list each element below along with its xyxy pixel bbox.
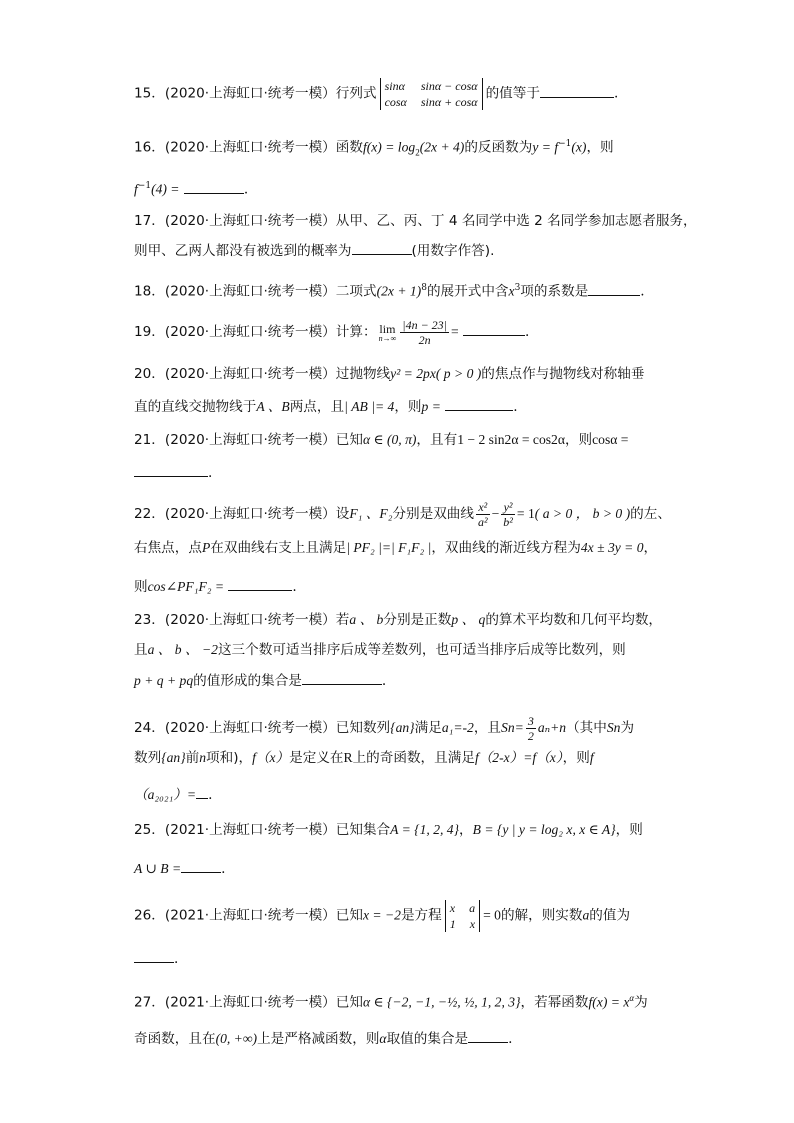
- q22-d2: b²: [503, 515, 513, 529]
- q20-l2a: 直的直线交抛物线于: [134, 399, 257, 415]
- q15-prefix: 15．(2020·上海虹口·统考一模）行列式: [134, 85, 377, 102]
- q25-set-b: B = {y | y = log₂ x, x ∈ A}: [472, 822, 616, 837]
- q23-l2a: 且: [134, 642, 148, 658]
- q24-l3: （a₂₀₂₁）=: [134, 787, 197, 802]
- q15-determinant: [380, 78, 483, 110]
- q22-d1: a²: [478, 515, 488, 529]
- q16-prefix: 16．(2020·上海虹口·统考一模）函数: [134, 139, 363, 156]
- q20-p: p =: [421, 399, 441, 414]
- q22-minus: −: [491, 506, 500, 521]
- answer-blank: [196, 786, 208, 799]
- answer-blank: [181, 860, 221, 873]
- q26-l1c: 的解，则实数: [500, 907, 583, 924]
- q27-l1b: ，若幂函数: [520, 994, 589, 1011]
- q22-n1: x²: [476, 500, 490, 515]
- q17-text: 则甲、乙两人都没有被选到的概率为: [134, 243, 352, 259]
- q27-interval: (0, +∞): [215, 1031, 258, 1046]
- answer-blank: [184, 181, 244, 194]
- q26-prefix: 26．(2021·上海虹口·统考一模）已知: [134, 907, 363, 924]
- q18-mid: 的展开式中含: [426, 283, 509, 300]
- question-26: [134, 900, 664, 932]
- q20-cond: ( p > 0 ): [435, 366, 482, 381]
- q24-an2: aₙ+n: [537, 720, 567, 735]
- question-19: [134, 318, 664, 347]
- q27-fexp: α: [629, 993, 635, 1003]
- question-27: [134, 990, 664, 1011]
- q26-d21: 1: [449, 917, 456, 931]
- q22-frac2: [501, 500, 515, 529]
- q18-term: x: [508, 283, 515, 299]
- question-21: [134, 432, 664, 448]
- q24-n: n: [199, 750, 207, 765]
- q27-l1c: 为: [634, 994, 648, 1011]
- question-15: [134, 78, 664, 110]
- q23-pq: p 、 q: [451, 612, 486, 627]
- q23-ab: a 、 b: [349, 612, 384, 627]
- q27-alpha: α: [379, 1031, 387, 1046]
- q24-l2e: 上的奇函数，且满足: [352, 750, 475, 766]
- q24-r: R: [343, 750, 353, 765]
- q24-fd: 2: [527, 729, 534, 743]
- question-23: [134, 612, 664, 628]
- q16-inv-sup: −1: [558, 139, 572, 149]
- answer-blank: [540, 85, 614, 98]
- q26-l1d: 的值为: [589, 907, 631, 924]
- q27-prefix: 27．(2021·上海虹口·统考一模）已知: [134, 994, 363, 1011]
- q16-mid: 的反函数为: [464, 139, 533, 156]
- q24-l2b: 前: [185, 750, 200, 766]
- q21-cos: cosα =: [592, 432, 629, 447]
- q22-frac1: [476, 500, 490, 529]
- q23-end: .: [381, 673, 387, 689]
- q16-f: f: [134, 181, 138, 197]
- q19-fraction: [400, 318, 449, 347]
- question-25: [134, 822, 664, 838]
- q20-l1b: 的焦点作与抛物线对称轴垂: [481, 366, 645, 382]
- q24-l2d: 是定义在: [289, 750, 344, 766]
- q18-term-exp: 3: [514, 283, 521, 293]
- q26-x: x = −2: [362, 907, 401, 923]
- q24-sn2: Sn: [606, 720, 621, 735]
- q27-set: α ∈ {−2, −1, −½, ½, 1, 2, 3}: [362, 994, 521, 1010]
- answer-blank: [352, 242, 412, 255]
- q22-n2: y²: [501, 500, 515, 515]
- answer-blank: [463, 323, 525, 336]
- q27-end: .: [508, 1031, 513, 1047]
- question-20-line2: [134, 398, 664, 415]
- question-21-line2: [134, 464, 664, 481]
- question-25-line2: [134, 860, 664, 877]
- answer-blank: [228, 578, 292, 591]
- q18-expr: (2x + 1): [376, 283, 422, 299]
- q23-l1b: 分别是正数: [383, 612, 452, 628]
- question-17-line2: [134, 242, 664, 259]
- q26-determinant: [445, 900, 480, 932]
- question-22: [134, 500, 671, 529]
- q22-prefix: 22．(2020·上海虹口·统考一模）设: [134, 506, 350, 522]
- q26-d12: a: [469, 901, 476, 915]
- q24-end: .: [208, 787, 213, 803]
- q22-end: .: [292, 579, 297, 595]
- question-23-line3: [134, 672, 664, 689]
- q26-d22: x: [469, 917, 476, 931]
- q16-inverse: y = f: [532, 139, 559, 155]
- q25-prefix: 25．(2021·上海虹口·统考一模）已知集合: [134, 822, 391, 838]
- q24-l1b: 满足: [414, 720, 442, 736]
- q16-arg: (2x + 4): [419, 139, 465, 155]
- q16-inv-arg: (x): [571, 139, 587, 155]
- q26-end: .: [174, 951, 179, 967]
- q15-d21: cosα: [384, 95, 407, 109]
- q19-limit: [379, 323, 397, 343]
- q24-l2a: 数列: [134, 750, 162, 766]
- q16-l2-sup: −1: [137, 181, 152, 191]
- question-23-line2: [134, 642, 664, 658]
- question-20: [134, 366, 664, 382]
- q24-fn: 3: [527, 714, 534, 728]
- q22-foci: F₁ 、F₂: [349, 506, 393, 521]
- q20-prefix: 20．(2020·上海虹口·统考一模）过抛物线: [134, 366, 391, 382]
- q16-func: f(x) = log: [362, 139, 416, 155]
- q15-d12: sinα − cosα: [420, 79, 478, 93]
- answer-blank: [302, 672, 382, 685]
- q24-prefix: 24．(2020·上海虹口·统考一模）已知数列: [134, 720, 391, 736]
- q23-l3a: 的值形成的集合是: [193, 673, 302, 689]
- q20-end: .: [513, 399, 518, 415]
- q22-l2d: ，: [643, 540, 658, 556]
- q24-fx: f（x）: [252, 750, 290, 765]
- q22-cosang: cos∠PF₁F₂ =: [147, 579, 225, 594]
- q16-end: .: [243, 181, 249, 198]
- q26-eq: = 0: [483, 907, 501, 923]
- q20-abs: | AB |= 4: [344, 399, 395, 414]
- q24-sn: Sn=: [501, 720, 524, 735]
- q24-l1c: ，且: [473, 720, 502, 736]
- q20-l2b: 两点，且: [289, 399, 345, 415]
- q18-prefix: 18．(2020·上海虹口·统考一模）二项式: [134, 283, 377, 300]
- q25-l1c: ，则: [615, 822, 643, 838]
- q26-d11: x: [449, 901, 456, 915]
- q27-l2c: 取值的集合是: [386, 1031, 469, 1047]
- question-16: [134, 136, 664, 160]
- question-24-line2: [134, 750, 664, 766]
- q24-feq: f（2-x）=f（x）: [474, 750, 563, 765]
- q22-l1b: 分别是双曲线: [392, 506, 474, 522]
- question-22-line2: [134, 540, 664, 556]
- q22-l2a: 右焦点，点: [134, 540, 202, 556]
- q21-l1c: ，则: [564, 432, 593, 448]
- q17-tail: (用数字作答).: [411, 243, 495, 259]
- q15-d22: sinα + cosα: [420, 95, 478, 109]
- q20-parabola: y² = 2px: [390, 366, 436, 381]
- q24-l2f: ，则: [562, 750, 590, 766]
- q27-fx: f(x) = x: [588, 994, 630, 1010]
- q18-post: 项的系数是: [520, 283, 589, 300]
- q21-alpha: α ∈ (0, π): [362, 432, 417, 447]
- question-17: 17．(2020·上海虹口·统考一模）从甲、乙、丙、丁 4 名同学中选 2 名同学参加志愿者服务，: [134, 213, 697, 229]
- q18-end: .: [640, 283, 645, 300]
- q22-cond: ( a > 0 ， b > 0 ): [534, 506, 631, 521]
- q21-prefix: 21．(2020·上海虹口·统考一模）已知: [134, 432, 363, 448]
- answer-blank: [445, 398, 513, 411]
- q26-a: a: [582, 907, 590, 923]
- q25-end: .: [221, 861, 226, 877]
- q19-lim-sub: n→∞: [378, 333, 397, 343]
- q19-eq: =: [450, 324, 459, 339]
- question-22-line3: [134, 578, 664, 595]
- q25-set-a: A = {1, 2, 4}: [390, 822, 460, 837]
- q19-num: |4n − 23|: [402, 318, 447, 332]
- q15-post: 的值等于: [485, 85, 540, 102]
- q19-den: 2n: [418, 333, 431, 347]
- q22-l2c: ，双曲线的渐近线方程为: [431, 540, 581, 556]
- answer-blank: [468, 1030, 508, 1043]
- question-26-line2: [134, 950, 664, 967]
- q24-l2c: 项和)，: [206, 750, 253, 766]
- question-24: [134, 714, 664, 743]
- q23-nums: a 、 b 、 −2: [147, 642, 218, 657]
- q25-union: A ∪ B =: [134, 861, 182, 876]
- question-24-line3: [134, 786, 664, 803]
- q25-l1b: ，: [459, 822, 473, 838]
- q23-prefix: 23．(2020·上海虹口·统考一模）若: [134, 612, 350, 628]
- q16-eval: (4) =: [151, 181, 180, 197]
- q19-lim: lim: [379, 321, 396, 336]
- q23-l2b: 这三个数可适当排序后成等差数列，也可适当排序后成等比数列，则: [217, 642, 626, 658]
- q24-a1: a₁=-2: [441, 720, 474, 735]
- question-27-line2: [134, 1030, 664, 1047]
- q24-l1e: 为: [620, 720, 635, 736]
- q21-end: .: [208, 465, 213, 481]
- q24-l1d: （其中: [566, 720, 607, 736]
- q24-f: f: [589, 750, 594, 765]
- answer-blank: [134, 950, 174, 963]
- q22-pf: | PF₂ |=| F₁F₂ |: [346, 540, 432, 555]
- q20-ab: A 、B: [256, 399, 290, 414]
- q22-asym: 4x ± 3y = 0: [580, 540, 644, 555]
- q20-l2c: ，则: [394, 399, 422, 415]
- q23-expr: p + q + pq: [134, 673, 194, 688]
- q27-l2b: 上是严格减函数，则: [257, 1031, 380, 1047]
- q21-eqn: 1 − 2 sin2α = cos2α: [457, 432, 565, 447]
- q26-l1b: 是方程: [400, 907, 442, 924]
- q24-an3: {an}: [161, 750, 186, 765]
- answer-blank: [134, 464, 208, 477]
- q19-prefix: 19．(2020·上海虹口·统考一模）计算：: [134, 324, 377, 340]
- q16-base: 2: [415, 147, 420, 158]
- q15-d11: sinα: [384, 79, 405, 93]
- q22-l3a: 则: [134, 579, 148, 595]
- q15-end: .: [613, 85, 619, 102]
- q22-l1c: 的左、: [630, 506, 671, 522]
- q27-l2a: 奇函数，且在: [134, 1031, 216, 1047]
- question-18: [134, 280, 664, 300]
- q18-exp: 8: [421, 283, 427, 293]
- q22-point: P: [201, 540, 211, 555]
- q21-l1b: ，且有: [416, 432, 458, 448]
- question-16-line2: [134, 178, 664, 198]
- q24-an: {an}: [390, 720, 415, 735]
- q16-post: ，则: [586, 139, 614, 156]
- q22-eq1: = 1: [516, 506, 535, 521]
- q22-l2b: 在双曲线右支上且满足: [210, 540, 347, 556]
- q19-end: .: [524, 324, 530, 340]
- q23-l1c: 的算术平均数和几何平均数，: [485, 612, 663, 628]
- q24-frac: [526, 714, 536, 743]
- answer-blank: [588, 283, 640, 296]
